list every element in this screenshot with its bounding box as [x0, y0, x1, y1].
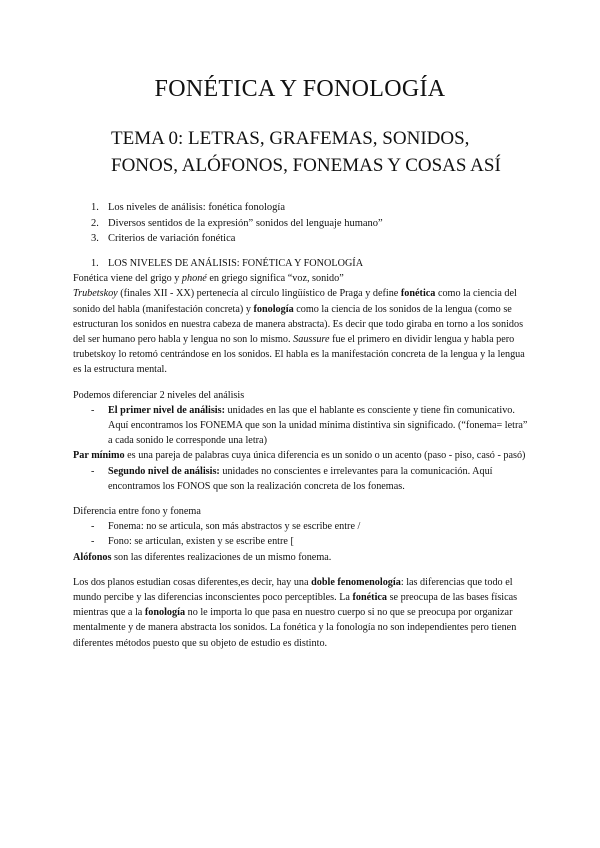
list-item: - El primer nivel de análisis: unidades en las que el hablante es consciente y tiene fin comunicativo. Aquí encontramos los FONEMA que son la unidad mínima distintiva sin significado. (“fonema= letra” a cada sonido le corresponde una letra): [91, 404, 528, 447]
paragraph: Los dos planos estudian cosas diferentes,es decir, hay una doble fenomenología: las diferencias que todo el mundo percibe y las diferencias inconscientes poco perceptibles. La fonética se preocupa de las bases físicas mientras que a la fonología no le importa lo que pasa en nuestro cuerpo si no que se preocupa por organizar mentalmente y de manera abstracta los sonidos. La fonética y la fonología no son independientes pero tienen diferentes métodos puesto que su objeto de estudio es distinto.: [73, 576, 518, 649]
subtitle-line: TEMA 0: LETRAS, GRAFEMAS, SONIDOS,: [111, 128, 470, 149]
toc-item: 3. Criterios de variación fonética: [91, 233, 236, 244]
list-item: - Fono: se articulan, existen y se escribe entre [: [91, 536, 294, 548]
toc-item: 1. Los niveles de análisis: fonética fonología: [91, 202, 285, 213]
page-title: FONÉTICA Y FONOLOGÍA: [154, 76, 446, 102]
paragraph: Alófonos son las diferentes realizaciones de un mismo fonema.: [73, 551, 332, 563]
table-of-contents: [91, 200, 383, 247]
paragraph: Par mínimo es una pareja de palabras cuya única diferencia es un sonido o un acento (paso - piso, casó - pasó): [73, 450, 526, 462]
list-item: - Segundo nivel de análisis: unidades no conscientes e irrelevantes para la comunicación. Aquí encontramos los FONOS que son la realización concreta de los fonemas.: [91, 465, 493, 492]
document-body: [73, 256, 533, 651]
paragraph: Fonética viene del grigo y phoné en griego significa “voz, sonido”: [73, 273, 344, 285]
topic-subtitle: [111, 125, 551, 179]
section-heading: 1. LOS NIVELES DE ANÁLISIS: FONÉTICA Y FONOLOGÍA: [91, 258, 364, 269]
subtitle-line: FONOS, ALÓFONOS, FONEMAS Y COSAS ASÍ: [111, 155, 501, 176]
paragraph: Trubetskoy (finales XII - XX) pertenecía al círculo lingüístico de Praga y define fonética como la ciencia del sonido del habla (manifestación concreta) y fonología como la ciencia de los sonidos de la lengua (como se estructuran los sonidos en nuestra cabeza de manera abstracta). Es decir que todo giraba en torno a los sonidos del ser humano pero habla y lengua no son lo mismo. Saussure fue el primero en dividir lengua y habla pero trubetskoy lo retomó centrándose en los sonidos. El habla es la manifestación concreta de la lengua y la lengua es la estructura mental.: [73, 288, 525, 376]
toc-item: 2. Diversos sentidos de la expresión” sonidos del lenguaje humano”: [91, 217, 383, 229]
paragraph: Diferencia entre fono y fonema: [73, 506, 201, 518]
paragraph: Podemos diferenciar 2 niveles del análisis: [73, 389, 245, 401]
list-item: - Fonema: no se articula, son más abstractos y se escribe entre /: [91, 521, 361, 533]
